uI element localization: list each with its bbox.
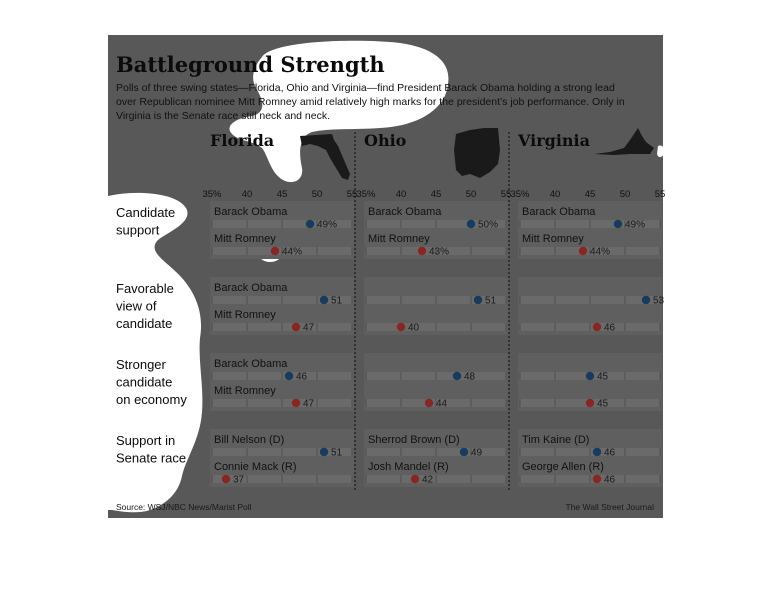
value-label: 53 <box>653 295 665 307</box>
value-label: 44% <box>590 246 611 258</box>
democrat-dot <box>460 448 468 456</box>
democrat-dot <box>320 296 328 304</box>
value-label: 49% <box>625 219 646 231</box>
x-tick-label: 50 <box>311 189 323 200</box>
question-label: on economy <box>116 392 187 407</box>
value-label: 46 <box>604 474 616 486</box>
value-label: 45 <box>597 371 609 383</box>
intro-line-2: over Republican nominee Mitt Romney amid relatively high marks for the president’s job performance. Only in <box>116 96 625 108</box>
x-tick-label: 35% <box>510 189 530 200</box>
x-tick-label: 50 <box>465 189 477 200</box>
value-label: 48 <box>464 371 476 383</box>
question-label: Support in <box>116 433 176 448</box>
x-tick-label: 40 <box>395 189 407 200</box>
intro-line-1: Polls of three swing states—Florida, Ohio and Virginia—find President Barack Obama holding a strong lead <box>116 82 615 94</box>
credit-note: The Wall Street Journal <box>565 502 654 512</box>
democrat-dot <box>285 372 293 380</box>
republican-dot <box>593 323 601 331</box>
republican-dot <box>292 323 300 331</box>
value-label: 45 <box>597 398 609 410</box>
x-tick-label: 55 <box>346 189 358 200</box>
democrat-dot <box>467 220 475 228</box>
chart-title: Battleground Strength <box>116 52 385 77</box>
x-tick-label: 55 <box>500 189 512 200</box>
question-label: Candidate <box>116 205 176 220</box>
question-label: candidate <box>116 316 173 331</box>
value-label: 49% <box>317 219 338 231</box>
candidate-name: Connie Mack (R) <box>214 461 297 473</box>
question-label: support <box>116 222 160 238</box>
candidate-name: Josh Mandel (R) <box>368 461 449 473</box>
x-tick-label: 50 <box>619 189 631 200</box>
candidate-name: George Allen (R) <box>522 461 604 473</box>
source-note: Source: WSJ/NBC News/Marist Poll <box>116 502 252 512</box>
value-label: 42 <box>422 474 434 486</box>
democrat-dot <box>586 372 594 380</box>
x-tick-label: 35% <box>356 189 376 200</box>
value-label: 51 <box>485 295 497 307</box>
candidate-name: Mitt Romney <box>214 385 276 397</box>
democrat-dot <box>593 448 601 456</box>
value-label: 44 <box>436 398 448 410</box>
republican-dot <box>397 323 405 331</box>
republican-dot <box>271 247 279 255</box>
value-label: 47 <box>303 322 315 334</box>
candidate-name: Mitt Romney <box>368 233 430 245</box>
candidate-name: Bill Nelson (D) <box>214 434 285 446</box>
question-label: Stronger <box>116 357 166 372</box>
question-label: Senate race <box>116 450 187 466</box>
value-label: 44% <box>282 246 303 258</box>
candidate-name: Barack Obama <box>214 206 288 218</box>
democrat-dot <box>474 296 482 304</box>
democrat-dot <box>306 220 314 228</box>
x-tick-label: 40 <box>241 189 253 200</box>
x-tick-label: 45 <box>584 189 596 200</box>
value-label: 51 <box>331 447 343 459</box>
state-header-ohio: Ohio <box>364 131 407 150</box>
value-label: 40 <box>408 322 420 334</box>
democrat-dot <box>320 448 328 456</box>
candidate-name: Mitt Romney <box>214 233 276 245</box>
republican-dot <box>411 475 419 483</box>
state-header-florida: Florida <box>210 131 275 150</box>
value-label: 43% <box>429 246 450 258</box>
value-label: 46 <box>604 322 616 334</box>
candidate-name: Tim Kaine (D) <box>522 434 590 446</box>
republican-dot <box>222 475 230 483</box>
value-label: 51 <box>331 295 343 307</box>
democrat-dot <box>614 220 622 228</box>
value-label: 37 <box>233 474 245 486</box>
value-label: 46 <box>604 447 616 459</box>
republican-dot <box>586 399 594 407</box>
value-label: 49 <box>471 447 483 459</box>
democrat-dot <box>453 372 461 380</box>
x-tick-label: 45 <box>430 189 442 200</box>
candidate-name: Barack Obama <box>214 358 288 370</box>
x-tick-label: 40 <box>549 189 561 200</box>
x-tick-label: 35% <box>202 189 222 200</box>
republican-dot <box>579 247 587 255</box>
republican-dot <box>425 399 433 407</box>
republican-dot <box>593 475 601 483</box>
republican-dot <box>418 247 426 255</box>
question-label: view of <box>116 298 157 314</box>
candidate-name: Mitt Romney <box>522 233 584 245</box>
value-label: 46 <box>296 371 308 383</box>
edge-highlight-shape <box>657 145 665 157</box>
candidate-name: Sherrod Brown (D) <box>368 434 460 446</box>
candidate-name: Barack Obama <box>368 206 442 218</box>
intro-line-3: Virginia is the Senate race still neck and neck. <box>116 110 331 122</box>
democrat-dot <box>642 296 650 304</box>
state-header-virginia: Virginia <box>518 131 590 150</box>
candidate-name: Mitt Romney <box>214 309 276 321</box>
value-label: 47 <box>303 398 315 410</box>
question-label: Favorable <box>116 281 174 296</box>
value-label: 50% <box>478 219 499 231</box>
candidate-name: Barack Obama <box>522 206 596 218</box>
republican-dot <box>292 399 300 407</box>
question-label: candidate <box>116 374 173 390</box>
candidate-name: Barack Obama <box>214 282 288 294</box>
x-tick-label: 55 <box>654 189 666 200</box>
x-tick-label: 45 <box>276 189 288 200</box>
